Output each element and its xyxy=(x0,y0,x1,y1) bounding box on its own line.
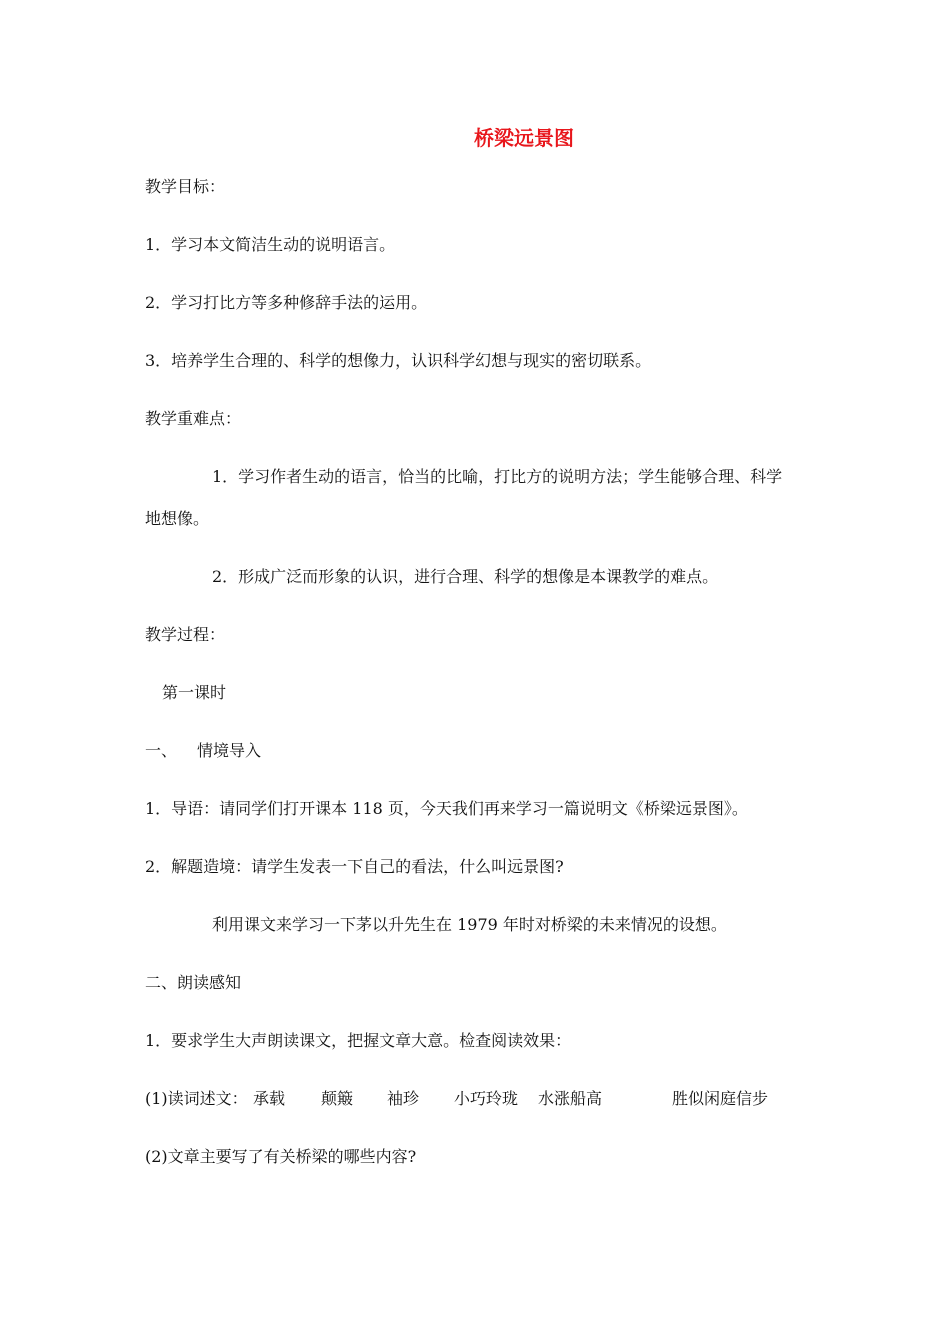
objectives-heading: 教学目标： xyxy=(145,177,226,196)
key-point-1-line-1: 1．学习作者生动的语言，恰当的比喻，打比方的说明方法；学生能够合理、科学 xyxy=(212,467,783,486)
vocab-word: 水涨船高 xyxy=(538,1089,603,1108)
vocab-word: 小巧玲珑 xyxy=(454,1089,519,1108)
question-2: (2)文章主要写了有关桥梁的哪些内容? xyxy=(145,1147,417,1166)
section-1-item-1: 1．导语：请同学们打开课本 118 页，今天我们再来学习一篇说明文《桥梁远景图》。 xyxy=(145,799,748,818)
vocab-word: 袖珍 xyxy=(387,1089,420,1108)
objective-item-2: 2．学习打比方等多种修辞手法的运用。 xyxy=(145,293,428,312)
section-2-heading: 二、朗读感知 xyxy=(145,973,242,992)
objective-item-1: 1．学习本文简洁生动的说明语言。 xyxy=(145,235,396,254)
vocab-line xyxy=(145,1089,845,1109)
objective-item-3: 3．培养学生合理的、科学的想像力，认识科学幻想与现实的密切联系。 xyxy=(145,351,652,370)
section-2-item-1: 1．要求学生大声朗读课文，把握文章大意。检查阅读效果： xyxy=(145,1031,572,1050)
lesson-label: 第一课时 xyxy=(162,683,227,702)
document-title: 桥梁远景图 xyxy=(474,126,574,150)
key-points-heading: 教学重难点： xyxy=(145,409,242,428)
vocab-word: 胜似闲庭信步 xyxy=(672,1089,769,1108)
section-1-item-2: 2．解题造境：请学生发表一下自己的看法，什么叫远景图? xyxy=(145,857,564,876)
key-point-2: 2．形成广泛而形象的认识，进行合理、科学的想像是本课教学的难点。 xyxy=(212,567,719,586)
section-1-title: 情境导入 xyxy=(197,741,262,760)
vocab-label: (1)读词述文： xyxy=(145,1089,248,1108)
section-1-number: 一、 xyxy=(145,741,178,760)
key-point-1-line-2: 地想像。 xyxy=(145,509,210,528)
vocab-word: 颠簸 xyxy=(321,1089,354,1108)
section-1-heading xyxy=(145,741,261,761)
section-1-item-3: 利用课文来学习一下茅以升先生在 1979 年时对桥梁的未来情况的设想。 xyxy=(212,915,727,934)
vocab-word: 承载 xyxy=(253,1089,286,1108)
process-heading: 教学过程： xyxy=(145,625,226,644)
